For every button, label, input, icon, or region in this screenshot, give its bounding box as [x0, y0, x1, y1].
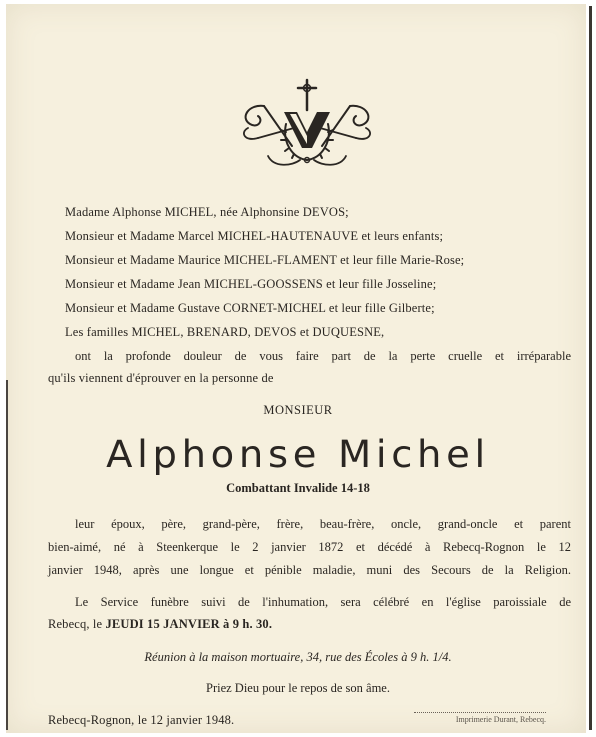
family-line-3: Monsieur et Madame Maurice MICHEL-FLAMENT et leur fille Marie-Rose;: [65, 253, 465, 267]
card-edge-right: [589, 6, 592, 730]
service-line-2: [48, 617, 272, 632]
place-date: Rebecq-Rognon, le 12 janvier 1948.: [48, 713, 235, 727]
intro-line-1: ont la profonde douleur de vous faire part de la perte cruelle et irréparable: [75, 349, 571, 363]
relations-line-3: janvier 1948, après une longue et pénible maladie, muni des Secours de la Religion.: [48, 563, 571, 577]
family-line-1: Madame Alphonse MICHEL, née Alphonsine DEVOS;: [65, 205, 349, 219]
family-line-4: Monsieur et Madame Jean MICHEL-GOOSSENS et leur fille Josseline;: [65, 277, 437, 291]
service-line-1: Le Service funèbre suivi de l'inhumation, sera célébré en l'église paroissiale de: [75, 595, 571, 609]
service-place: Rebecq, le: [48, 617, 106, 631]
family-line-5: Monsieur et Madame Gustave CORNET-MICHEL et leur fille Gilberte;: [65, 301, 435, 315]
deceased-name: Alphonse Michel: [106, 433, 490, 476]
deceased-subtitle: Combattant Invalide 14-18: [226, 481, 370, 495]
intro-line-2: qu'ils viennent d'éprouver en la personne de: [48, 371, 274, 385]
relations-line-2: bien-aimé, né à Steenkerque le 2 janvier 1872 et décédé à Rebecq-Rognon le 12: [48, 540, 571, 554]
relations-line-1: leur époux, père, grand-père, frère, beau-frère, oncle, grand-oncle et parent: [75, 517, 571, 531]
family-line-2: Monsieur et Madame Marcel MICHEL-HAUTENAUVE et leurs enfants;: [65, 229, 444, 243]
service-date: JEUDI 15 JANVIER à 9 h. 30.: [105, 617, 273, 631]
family-line-6: Les familles MICHEL, BRENARD, DEVOS et DUQUESNE,: [65, 325, 385, 339]
prayer-line: Priez Dieu pour le repos de son âme.: [206, 681, 390, 695]
printer-imprint: Imprimerie Durant, Rebecq.: [414, 712, 546, 724]
reunion-line: Réunion à la maison mortuaire, 34, rue des Écoles à 9 h. 1/4.: [144, 650, 452, 664]
cross-wreath-monogram-icon: [234, 76, 380, 176]
title-prefix: MONSIEUR: [263, 403, 333, 417]
